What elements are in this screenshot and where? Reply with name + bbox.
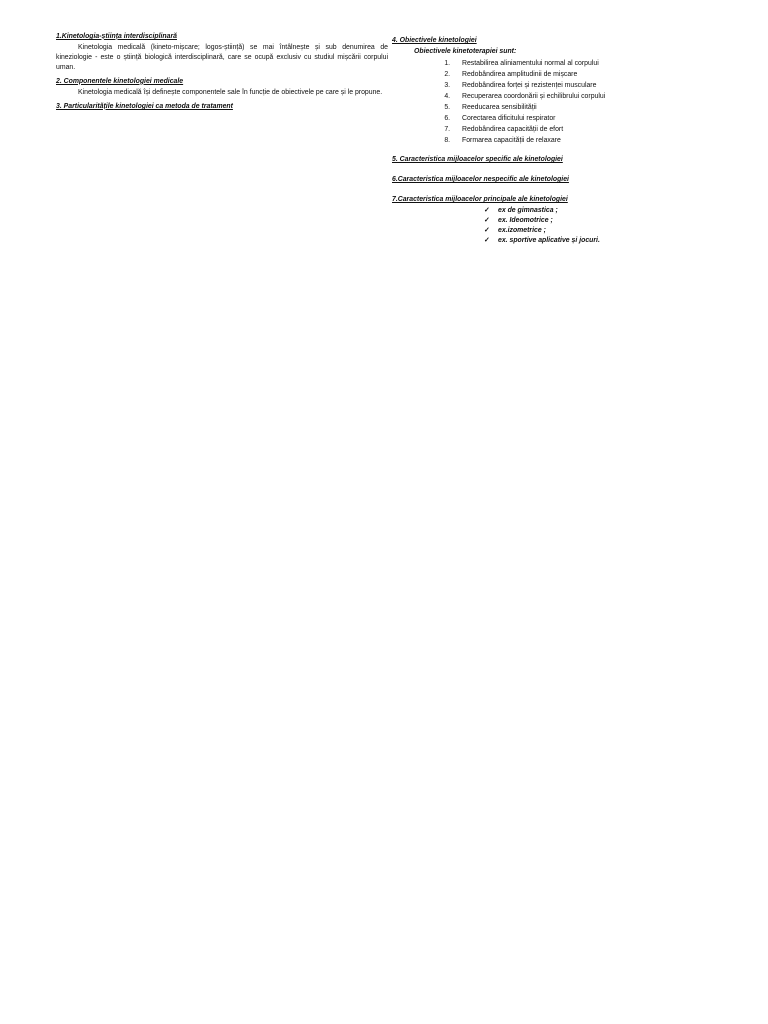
list-item: 7. Redobândirea capacității de efort xyxy=(452,125,726,135)
list-item: 2. Redobândirea amplitudinii de mișcare xyxy=(452,70,726,80)
list-item: 1. Restabilirea aliniamentului normal al corpului xyxy=(452,59,726,69)
objectives-list xyxy=(392,59,726,146)
list-item: 3. Redobândirea forței și rezistenței musculare xyxy=(452,81,726,91)
section-title-5: 5. Caracteristica mijloacelor specific ale kinetologiei xyxy=(392,156,563,164)
section-title-2: 2. Componentele kinetologiei medicale xyxy=(56,77,184,85)
left-column xyxy=(56,32,388,113)
list-item: 6. Corectarea dificitului respirator xyxy=(452,114,726,124)
section-title-4: 4. Obiectivele kinetologiei xyxy=(392,37,477,44)
section-title-7: 7.Caracteristica mijloacelor principale ale kinetologiei xyxy=(392,196,568,204)
list-item: ✓ ex de gimnastica ; xyxy=(484,206,726,216)
exercise-list xyxy=(392,206,726,245)
list-item: 8. Formarea capacității de relaxare xyxy=(452,136,726,146)
list-item: ✓ ex.izometrice ; xyxy=(484,226,726,236)
list-item: 5. Reeducarea sensibilității xyxy=(452,103,726,113)
subheading: Obiectivele kinetoterapiei sunt: xyxy=(414,48,517,56)
section-title-6: 6.Caracteristica mijloacelor nespecific ale kinetologiei xyxy=(392,176,569,184)
section-title-3: 3. Particularitățile kinetologiei ca metoda de tratament xyxy=(56,102,233,110)
paragraph: Kinetologia medicală (kineto-mișcare; logos-știință) se mai întâlnește și sub denumirea de kineziologie - este o știință biologică interdisciplinară, care se ocupă exclusiv cu studiul mișcării corpului uman. xyxy=(56,44,388,71)
list-item: ✓ ex. sportive aplicative și jocuri. xyxy=(484,236,726,246)
right-column xyxy=(392,32,726,246)
list-item: 4. Recuperarea coordonării și echilibrului corpului xyxy=(452,92,726,102)
list-item: ✓ ex. Ideomotrice ; xyxy=(484,216,726,226)
section-title-1: 1.Kinetologia-știința interdisciplinară xyxy=(56,33,177,40)
paragraph: Kinetologia medicală își definește componentele sale în funcție de obiectivele pe care și le propune. xyxy=(78,89,383,97)
